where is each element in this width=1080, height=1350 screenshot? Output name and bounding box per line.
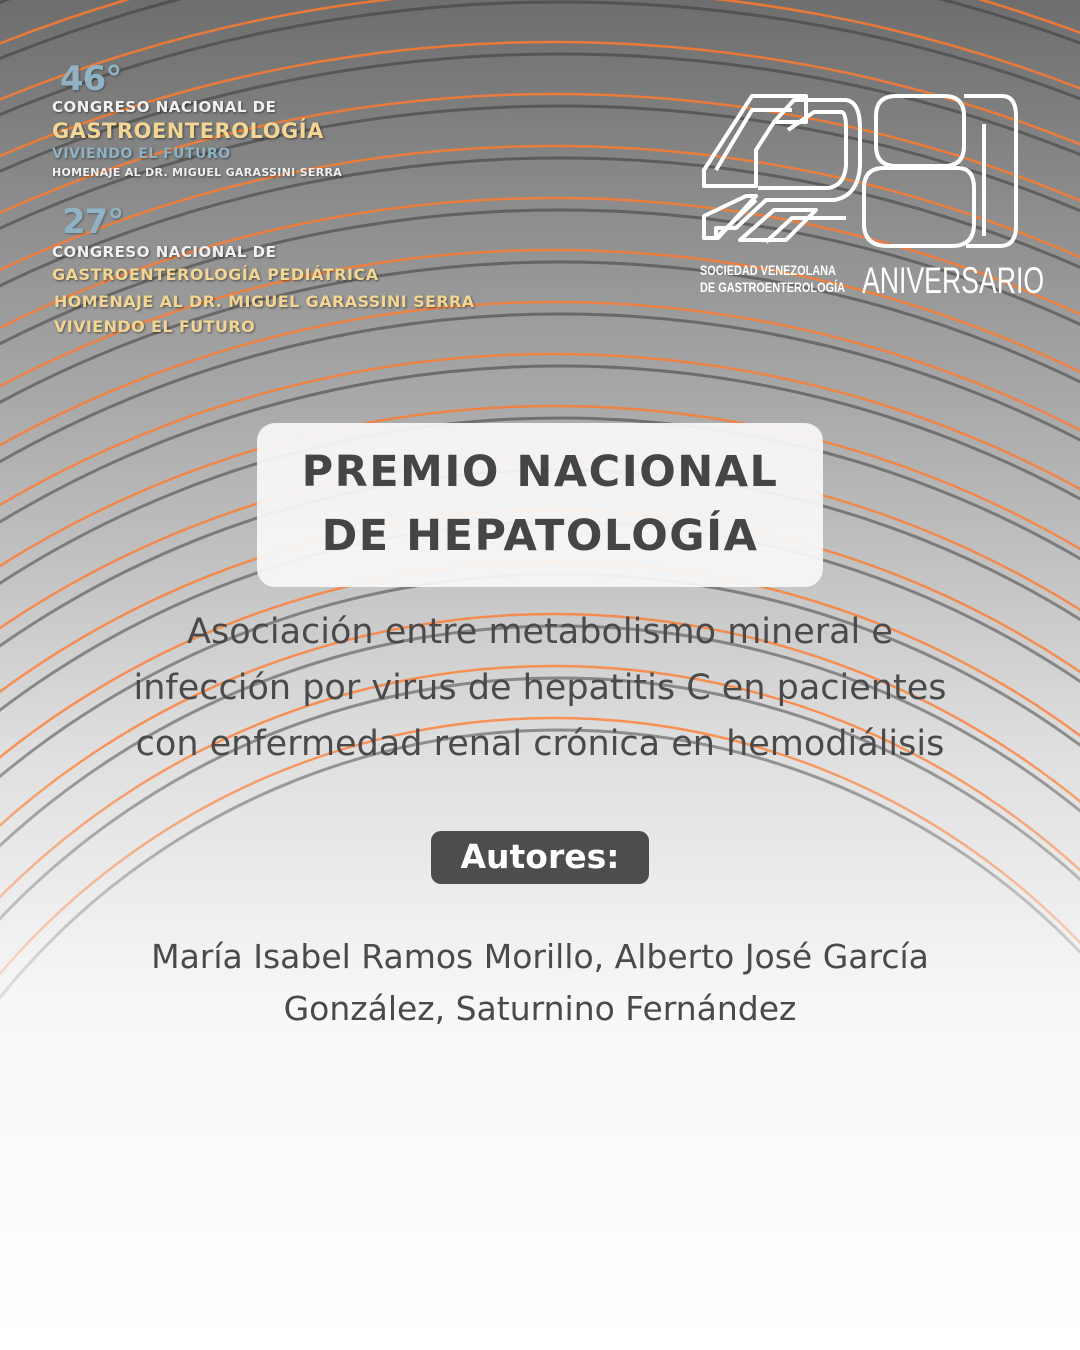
congress-27-number: 27° xyxy=(62,202,124,242)
authors-line1: María Isabel Ramos Morillo, Alberto José García xyxy=(151,937,929,976)
work-title-line3: con enfermedad renal crónica en hemodiálisis xyxy=(135,724,945,764)
congress-46-gastro: GASTROENTEROLOGÍA xyxy=(52,119,324,143)
work-title-line1: Asociación entre metabolismo mineral e xyxy=(187,612,893,652)
authors-label-pill xyxy=(431,831,649,884)
congress-27-gastro-pediatrica: GASTROENTEROLOGÍA PEDIÁTRICA xyxy=(52,265,379,284)
authors-label: Autores: xyxy=(460,837,620,876)
award-title-card xyxy=(257,423,823,587)
congress-27-line1: CONGRESO NACIONAL DE xyxy=(52,243,277,261)
congress-27-motto: VIVIENDO EL FUTURO xyxy=(54,317,256,336)
society-name-line1: SOCIEDAD VENEZOLANA xyxy=(700,262,836,278)
congress-46-tribute: HOMENAJE AL DR. MIGUEL GARASSINI SERRA xyxy=(52,166,343,179)
anniversary-label: ANIVERSARIO xyxy=(862,260,1045,301)
award-title-line2: DE HEPATOLOGÍA xyxy=(321,511,759,561)
congress-46-motto: VIVIENDO EL FUTURO xyxy=(52,146,231,162)
congress-46-line1: CONGRESO NACIONAL DE xyxy=(52,98,277,116)
congress-46-number: 46° xyxy=(60,59,122,99)
congress-27-tribute: HOMENAJE AL DR. MIGUEL GARASSINI SERRA xyxy=(54,292,475,311)
society-name-line2: DE GASTROENTEROLOGÍA xyxy=(700,279,846,295)
authors-line2: González, Saturnino Fernández xyxy=(283,989,797,1028)
award-title-line1: PREMIO NACIONAL xyxy=(301,447,779,497)
work-title-line2: infección por virus de hepatitis C en pacientes xyxy=(133,668,947,708)
